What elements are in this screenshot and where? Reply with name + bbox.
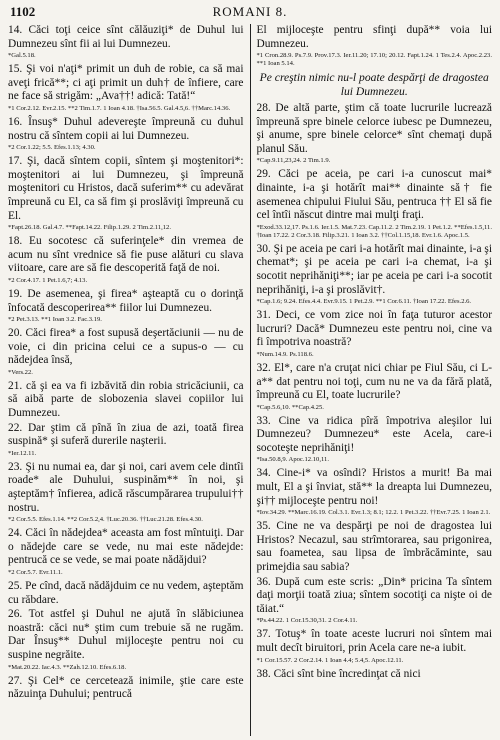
verse: 26. Tot astfel şi Duhul ne ajută în slăbiciunea noastră: căci nu* ştim cum trebuie să ne rugăm. Dar Însuş** Duhul mijloceşte pentru noi cu suspine negrăite. (8, 608, 244, 661)
cross-reference: *2 Cor.1.22; 5.5. Efes.1.13; 4.30. (8, 144, 96, 152)
verse: 25. Pe cînd, dacă nădăjduim ce nu vedem, aşteptăm cu răbdare. (8, 580, 244, 606)
cross-reference: *Exod.33.12,17. Ps.1.6. Ier.1.5. Mat.7.23. Cap.11.2. 2 Tim.2.19. 1 Pet.1.2. **Efes.1.5,11. †Ioan 17.22. 2 Cor.3.18. Filip.3.21. 1 Ioan 3.2. ††Col.1.15,18. Evr.1.6. Apoc.1.5. (256, 223, 492, 239)
verse: 18. Eu socotesc că suferinţele* din vremea de acum nu sînt vrednice să fie puse alături cu slava viitoare, care are să fie descoperită faţă de noi. (8, 235, 244, 275)
cross-reference: *Mat.20.22. Iac.4.3. **Zah.12.10. Efes.6.18. (8, 663, 127, 671)
verse: 20. Căci firea* a fost supusă deşertăciunii — nu de voie, ci din pricina celui ce a supus-o — cu nădejdea însă, (8, 327, 244, 367)
cross-reference: *Vers.22. (8, 368, 33, 376)
verse: 14. Căci toţi ceice sînt călăuziţi* de Duhul lui Dumnezeu sînt fii ai lui Dumnezeu. (8, 24, 244, 50)
verse: 36. După cum este scris: „Din* pricina Ta sîntem daţi morţii toată ziua; sîntem socotiţi ca nişte oi de tăiat.“ (256, 575, 492, 615)
section-heading: Pe creştin nimic nu-l poate despărţi de dragostea lui Dumnezeu. (259, 71, 489, 98)
cross-reference: *Gal.5.18. (8, 52, 36, 60)
verse: 34. Cine-i* va osîndi? Hristos a murit! Ba mai mult, El a şi înviat, stă** la dreapta lui Dumnezeu, şi†† mijloceşte pentru noi! (256, 467, 492, 507)
text-columns (8, 24, 492, 736)
cross-reference: *2 Pet.3.13. **1 Ioan 3.2. Fac.3.19. (8, 316, 102, 324)
verse: 22. Dar ştim că pînă în ziua de azi, toată firea suspină* şi suferă durerile naşterii. (8, 421, 244, 448)
verse: 32. El*, care n'a cruţat nici chiar pe Fiul Său, ci L-a** dat pentru noi toţi, cum nu ne va da fără plată, împreună cu El, toate lucrurile? (256, 361, 492, 402)
right-column (250, 24, 493, 736)
verse: 16. Însuş* Duhul adevereşte împreună cu duhul nostru că sîntem copii ai lui Dumnezeu. (8, 115, 244, 142)
page-title: ROMANI 8. (212, 4, 288, 19)
cross-reference: *1 Cron.28.9. Ps.7.9. Prov.17.3. Ier.11.20; 17.10; 20.12. Fapt.1.24. 1 Tes.2.4. Apoc.2.23. **1 Ioan 5.14. (256, 52, 492, 68)
cross-reference: *2 Cor.4.17. 1 Pet.1.6,7; 4.13. (8, 276, 88, 284)
cross-reference: *Ps.44.22. 1 Cor.15.30,31. 2 Cor.4.11. (256, 617, 358, 625)
cross-reference: *1 Cor.2.12. Evr.2.15. **2 Tim.1.7. 1 Ioan 4.18. †Isa.56.5. Gal.4.5,6. ††Marc.14.36. (8, 104, 231, 112)
verse: 38. Căci sînt bine încredinţat că nici (256, 667, 421, 680)
left-column (8, 24, 250, 736)
cross-reference: *Cap.1.6; 9.24. Efes.4.4. Evr.9.15. 1 Pet.2.9. **1 Cor.6.11. †Ioan 17.22. Efes.2.6. (256, 298, 472, 306)
verse: 37. Totuş* în toate aceste lucruri noi sîntem mai mult decît biruitori, prin Acela care ne-a iubit. (256, 628, 492, 654)
page-number: 1102 (10, 4, 36, 19)
cross-reference: *1 Cor.15.57. 2 Cor.2.14. 1 Ioan 4.4; 5.4,5. Apoc.12.11. (256, 656, 404, 664)
verse: 19. De asemenea, şi firea* aşteaptă cu o dorinţă înfocată descoperirea** fiilor lui Dumnezeu. (8, 287, 244, 314)
cross-reference: *Cap.5.6,10. **Cap.4.25. (256, 403, 324, 411)
verse: 27. Şi Cel* ce cercetează inimile, ştie care este năzuinţa Duhului; pentrucă (8, 674, 244, 701)
cross-reference: *Ier.12.11. (8, 449, 37, 457)
verse: 30. Şi pe aceia pe cari i-a hotărît mai dinainte, i-a şi chemat*; şi pe aceia pe cari i-a chemat, i-a şi socotit neprihăniţi**; iar pe aceia pe cari i-a socotit neprihăniţi, i-a şi proslăvit†. (256, 242, 492, 296)
verse: 33. Cine va ridica pîră împotriva aleşilor lui Dumnezeu? Dumnezeu* este Acela, care-i socoteşte neprihăniţi! (256, 414, 492, 454)
cross-reference: *2 Cor.5.5. Efes.1.14. **2 Cor.5.2,4. †Luc.20.36. ††Luc.21.28. Efes.4.30. (8, 516, 203, 524)
page-header (8, 4, 492, 22)
cross-reference: *Cap.9.11,23,24. 2 Tim.1.9. (256, 157, 331, 165)
verse: 17. Şi, dacă sîntem copii, sîntem şi moştenitori*: moştenitori ai lui Dumnezeu, şi împreună moştenitori cu Hristos, dacă suferim** cu adevărat împreună cu El, ca să fim şi proslăviţi împreună cu El. (8, 155, 244, 222)
verse: 31. Deci, ce vom zice noi în faţa tuturor acestor lucruri? Dacă* Dumnezeu este pentru noi, cine va fi împotriva noastră? (256, 309, 492, 349)
verse: 23. Şi nu numai ea, dar şi noi, cari avem cele dintîi roade* ale Duhului, suspinăm** în noi, şi aşteptăm† înfierea, adică răscumpărarea trupului†† nostru. (8, 460, 244, 514)
cross-reference: *Num.14.9. Ps.118.6. (256, 350, 314, 358)
verse: 35. Cine ne va despărţi pe noi de dragostea lui Hristos? Necazul, sau strîmtorarea, sau prigonirea, sau foametea, sau lipsa de îmbrăcăminte, sau primejdia sau sabia? (256, 520, 492, 574)
verse: 28. De altă parte, ştim că toate lucrurile lucrează împreună spre binele celorce iubesc pe Dumnezeu, şi anume, spre binele celorce* sînt chemaţi după planul Său. (256, 102, 492, 155)
verse: El mijloceşte pentru sfinţi după** voia lui Dumnezeu. (256, 24, 492, 50)
verse: 15. Şi voi n'aţi* primit un duh de robie, ca să mai aveţi frică**; ci aţi primit un duh† de înfiere, care ne face să strigăm: „Ava††! adică: Tată!“ (8, 63, 244, 103)
cross-reference: *Isa.50.8,9. Apoc.12.10,11. (256, 456, 329, 464)
verse: 24. Căci în nădejdea* aceasta am fost mîntuiţi. Dar o nădejde care se vede, nu mai este nădejde: pentrucă ce se vede, se mai poate nădăjdui? (8, 527, 244, 567)
verse: 21. că şi ea va fi izbăvită din robia stricăciunii, ca să aibă parte de slobozenia slavei copiilor lui Dumnezeu. (8, 379, 244, 420)
cross-reference: *2 Cor.5.7. Evr.11.1. (8, 569, 63, 576)
cross-reference: *Fapt.26.18. Gal.4.7. **Fapt.14.22. Filip.1.29. 2 Tim.2.11,12. (8, 224, 171, 232)
cross-reference: *Iov.34.29. **Marc.16.19. Col.3.1. Evr.1.3; 8.1; 12.2. 1 Pet.3.22. ††Evr.7.25. 1 Ioan 2.1. (256, 509, 491, 517)
verse: 29. Căci pe aceia, pe cari i-a cunoscut mai* dinainte, i-a şi hotărît mai** dinainte să† fie asemenea chipului Fiului Său, pentruca †† El să fie cel întîi născut dintre mai mulţi fraţi. (256, 168, 492, 222)
bible-page (8, 4, 492, 736)
